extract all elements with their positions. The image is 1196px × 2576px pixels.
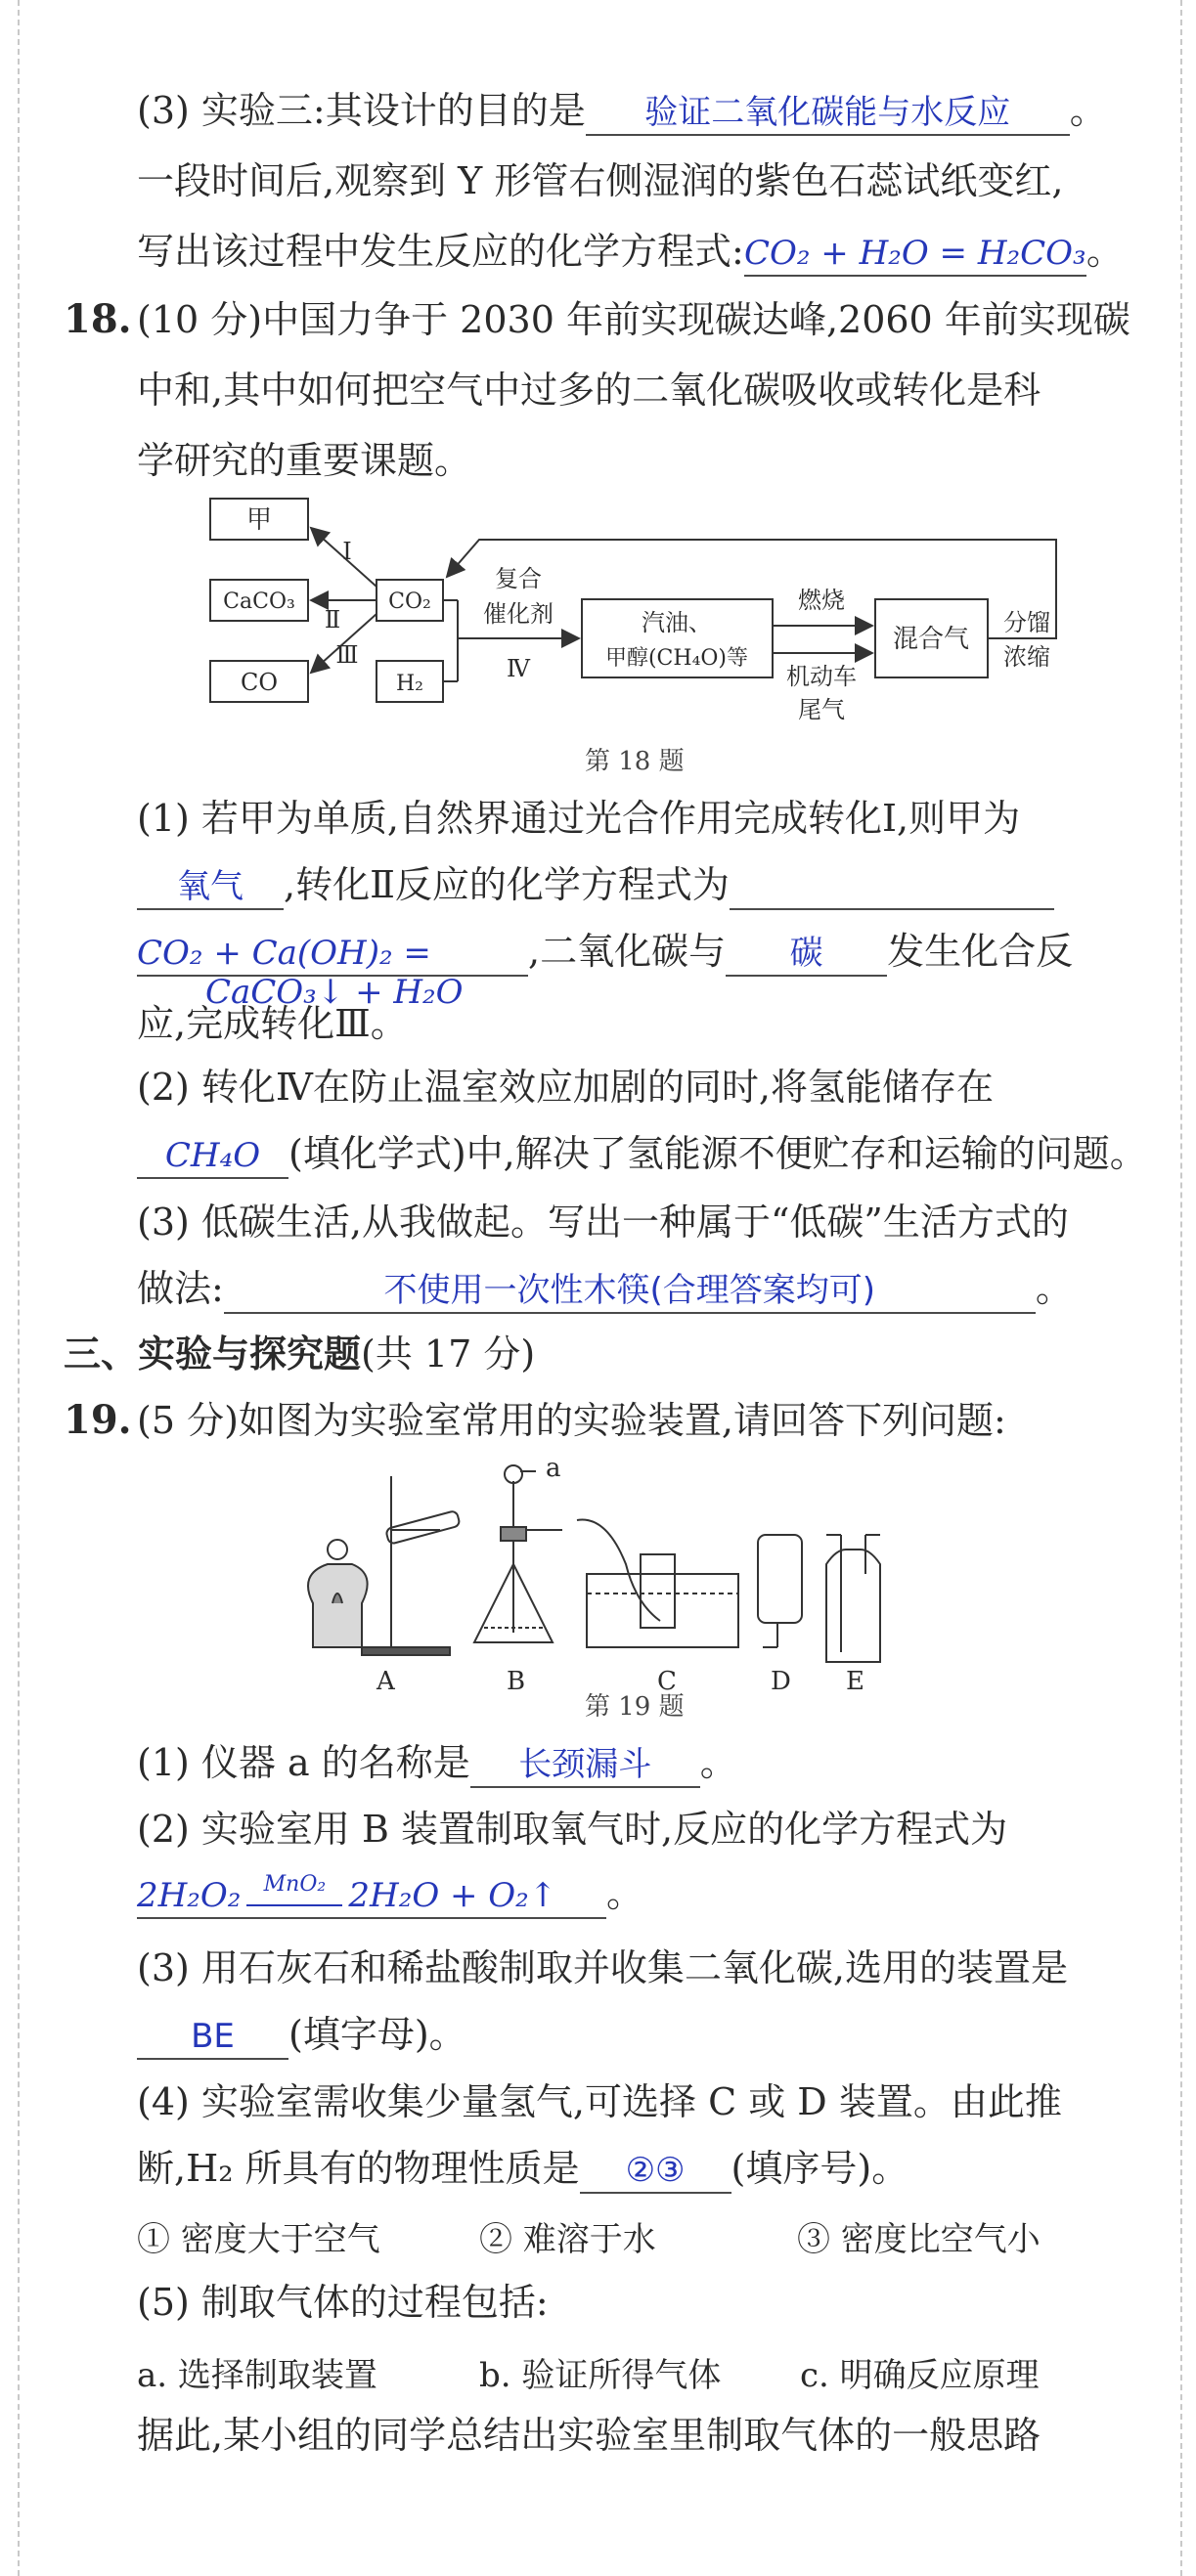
q18-flow-diagram: [196, 489, 1076, 753]
q18-2-line1: (2) 转化Ⅳ在防止温室效应加剧的同时,将氢能储存在: [137, 1066, 994, 1109]
q19-3-line1: (3) 用石灰石和稀盐酸制取并收集二氧化碳,选用的装置是: [137, 1946, 1068, 1989]
q17-3-line1: (3) 实验三:其设计的目的是 验证二氧化碳能与水反应 。: [137, 86, 1107, 136]
label-catalyst-1: 复合: [495, 565, 542, 592]
label-caco3: CaCO₃: [223, 589, 295, 614]
q19-3-line2: BE (填字母)。: [137, 2010, 466, 2060]
answer-blank: ②③: [580, 2149, 731, 2194]
label-distill-1: 分馏: [1003, 609, 1050, 636]
label-exhaust-2: 尾气: [798, 696, 845, 723]
q18-intro-line2: 中和,其中如何把空气中过多的二氧化碳吸收或转化是科: [137, 369, 1041, 412]
answer-blank: 2H₂O₂ MnO₂ 2H₂O + O₂↑: [137, 1874, 606, 1919]
answer-blank: 氧气: [137, 865, 284, 910]
label-transform-2: Ⅱ: [324, 606, 341, 633]
q18-1-line4: 应,完成转化Ⅲ。: [137, 1002, 408, 1045]
q19-apparatus-figure: [293, 1457, 978, 1711]
answer-continuation: CaCO₃↓ + H₂O: [205, 973, 464, 1012]
label-A: A: [377, 1667, 395, 1696]
q19-5-line1: (5) 制取气体的过程包括:: [137, 2281, 549, 2324]
q18-intro-line3: 学研究的重要课题。: [137, 439, 472, 482]
step-a: a. 选择制取装置: [137, 2356, 377, 2395]
q18-1-line2: 氧气 ,转化Ⅱ反应的化学方程式为: [137, 860, 1054, 910]
q19-1: (1) 仪器 a 的名称是 长颈漏斗 。: [137, 1738, 737, 1788]
label-co: CO: [240, 669, 279, 696]
answer-blank-empty: [730, 865, 1054, 910]
q18-3-line1: (3) 低碳生活,从我做起。写出一种属于“低碳”生活方式的: [137, 1201, 1069, 1244]
q19-5-last-line: 据此,某小组的同学总结出实验室里制取气体的一般思路: [137, 2414, 1041, 2457]
label-C: C: [657, 1667, 677, 1696]
label-fuel-1: 汽油、: [642, 609, 712, 636]
q17-3-line3: 写出该过程中发生反应的化学方程式:CO₂ + H₂O = H₂CO₃。: [137, 227, 1124, 277]
label-co2: CO₂: [388, 589, 431, 614]
label-a: a: [546, 1457, 561, 1483]
q18-1-line3: CO₂ + Ca(OH)₂ = ,二氧化碳与 碳 发生化合反: [137, 927, 1073, 977]
q18-intro-line1: (10 分)中国力争于 2030 年前实现碳达峰,2060 年前实现碳: [137, 298, 1130, 341]
step-c: c. 明确反应原理: [800, 2356, 1040, 2395]
q19-2-line1: (2) 实验室用 B 装置制取氧气时,反应的化学方程式为: [137, 1808, 1008, 1851]
answer-blank: CO₂ + H₂O = H₂CO₃: [744, 232, 1086, 277]
option-2: ② 难溶于水: [479, 2220, 656, 2259]
label-B: B: [507, 1667, 526, 1696]
section-title: 三、实验与探究题(共 17 分): [64, 1332, 536, 1375]
answer-blank: 验证二氧化碳能与水反应: [586, 91, 1070, 136]
answer-blank: 长颈漏斗: [470, 1743, 700, 1788]
label-mix: 混合气: [892, 625, 970, 654]
label-jia: 甲: [245, 505, 273, 535]
figure-caption: 第 18 题: [585, 747, 685, 776]
q18-3-line2: 做法: 不使用一次性木筷(合理答案均可) 。: [137, 1264, 1073, 1314]
answer-blank: CO₂ + Ca(OH)₂ =: [137, 932, 528, 977]
q19-4-line2: 断,H₂ 所具有的物理性质是 ②③ (填序号)。: [137, 2144, 908, 2194]
question-number: 18.: [64, 296, 132, 342]
label-h2: H₂: [395, 672, 424, 696]
label-exhaust-1: 机动车: [786, 663, 857, 690]
q18-1-line1: (1) 若甲为单质,自然界通过光合作用完成转化Ⅰ,则甲为: [137, 797, 1021, 840]
q17-3-line2: 一段时间后,观察到 Y 形管右侧湿润的紫色石蕊试纸变红,: [137, 159, 1064, 202]
label-transform-4: Ⅳ: [507, 655, 530, 682]
label-fuel-2: 甲醇(CH₄O)等: [604, 646, 749, 671]
q19-2-line2: 2H₂O₂ MnO₂ 2H₂O + O₂↑ 。: [137, 1869, 643, 1919]
figure-caption: 第 19 题: [585, 1692, 685, 1722]
option-3: ③ 密度比空气小: [797, 2220, 1041, 2259]
answer-blank: 碳: [726, 932, 887, 977]
label-transform-3: Ⅲ: [335, 641, 359, 669]
label-burn: 燃烧: [798, 587, 845, 614]
option-1: ① 密度大于空气: [137, 2220, 380, 2259]
step-b: b. 验证所得气体: [479, 2356, 722, 2395]
right-margin-line: [1180, 0, 1182, 2576]
answer-blank: CH₄O: [137, 1134, 288, 1179]
q19-4-line1: (4) 实验室需收集少量氢气,可选择 C 或 D 装置。由此推: [137, 2080, 1062, 2123]
q19-intro: (5 分)如图为实验室常用的实验装置,请回答下列问题:: [137, 1399, 1006, 1442]
answer-blank: 不使用一次性木筷(合理答案均可): [224, 1269, 1036, 1314]
question-number: 19.: [64, 1397, 132, 1443]
answer-blank: BE: [137, 2015, 288, 2060]
label-D: D: [771, 1667, 791, 1696]
q18-2-line2: CH₄O (填化学式)中,解决了氢能源不便贮存和运输的问题。: [137, 1129, 1147, 1179]
label-catalyst-2: 催化剂: [483, 600, 554, 628]
label-transform-1: Ⅰ: [342, 538, 352, 565]
left-margin-line: [18, 0, 20, 2576]
label-E: E: [846, 1667, 864, 1696]
label-distill-2: 浓缩: [1003, 643, 1050, 671]
